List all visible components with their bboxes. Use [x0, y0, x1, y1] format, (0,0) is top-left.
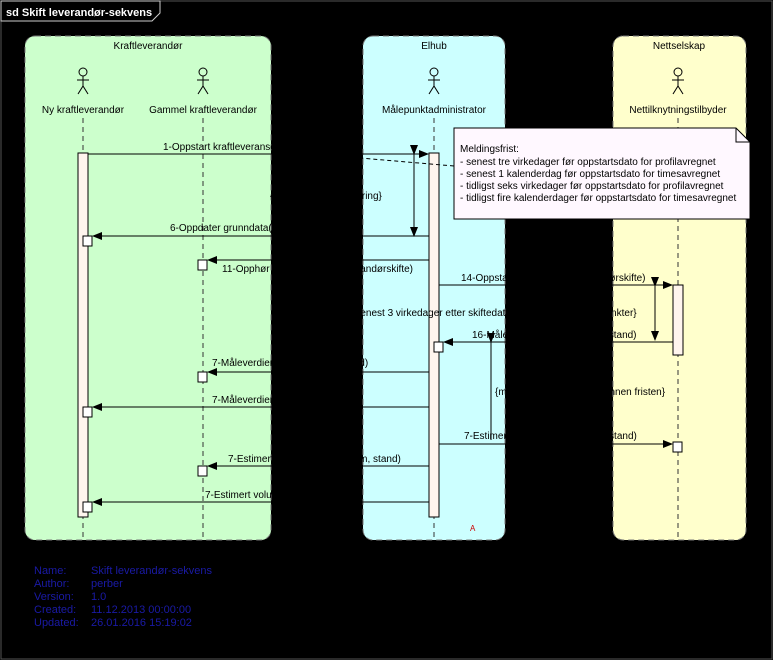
swimlane-label-nettselskap: Nettselskap	[652, 41, 706, 52]
message-7d-label: 7-Estimert volum(Periodevolum, stand)	[228, 454, 401, 465]
message-7b-label: 7-Måleverdier(Stand)	[212, 395, 306, 406]
message-7e-label: 7-Estimert volum(Stand)	[205, 490, 313, 501]
actor-label-mpa: Målepunktadministrator	[382, 105, 486, 116]
message-7c-label: 7-Estimert volum(Periodevolum, stand)	[464, 431, 637, 442]
actor-label-gammel: Gammel kraftleverandør	[149, 105, 257, 116]
message-6-label: 6-Oppdater grunndata(leverandørskifte)	[170, 223, 347, 234]
note-line: - tidligst seks virkedager før oppstartsdato for profilavregnet	[460, 181, 724, 192]
meta-name-label: Name:	[34, 565, 67, 577]
note-line: - tidligst fire kalenderdager før oppstartsdato for timesavregnet	[460, 193, 737, 204]
note-heading: Meldingsfrist:	[460, 144, 519, 155]
actor-label-ny: Ny kraftleverandør	[41, 105, 125, 116]
meta-name-value: Skift leverandør-sekvens	[91, 565, 213, 577]
meta-updated-value: 26.01.2016 15:19:02	[91, 617, 192, 629]
note-line: - senest 1 kalenderdag før oppstartsdato for timesavregnet	[460, 169, 721, 180]
meta-author-label: Author:	[34, 578, 70, 590]
activation-ny	[78, 153, 88, 517]
constraint-kansellering: {Tidsfrist for kansellering}	[270, 191, 382, 202]
diagram-title: sd Skift leverandør-sekvens	[6, 7, 153, 19]
meta-version-label: Version:	[34, 591, 74, 603]
marker-a: A	[470, 524, 476, 533]
meta-created-label: Created:	[34, 604, 77, 616]
meta-author-value: perber	[91, 578, 123, 590]
swimlane-label-elhub: Elhub	[421, 41, 447, 52]
activation-nett	[673, 285, 683, 355]
note-line: - senest tre virkedager før oppstartsdato for profilavregnet	[460, 157, 716, 168]
constraint-mottatt: {måleverdier ikke mottatt innen fristen}	[495, 387, 666, 398]
meta-created-value: 11.12.2013 00:00:00	[91, 604, 192, 616]
meta-version-value: 1.0	[91, 591, 107, 603]
message-16-label: 16-Måleverdier(Periodevolum, stand)	[472, 330, 637, 341]
activation-mpa	[429, 153, 439, 517]
message-11-label: 11-Opphør kraftleveranse(leverandørskifte)	[222, 264, 413, 275]
actor-label-nett: Nettilknytningstilbyder	[629, 105, 727, 116]
message-14-label: 14-Oppstart i målepunkt(leverandørskifte)	[461, 273, 646, 284]
message-7a-label: 7-Måleverdier(Periodevolum,stand)	[212, 358, 369, 369]
constraint-skiftedato: {senest 3 virkedager etter skiftedato for profilavregnede punkter}	[352, 308, 637, 319]
message-1-label: 1-Oppstart kraftleveranse(leverandørskifte)	[163, 142, 354, 153]
swimlane-label-kraftleverandor: Kraftleverandør	[113, 41, 183, 52]
meta-updated-label: Updated:	[34, 617, 79, 629]
